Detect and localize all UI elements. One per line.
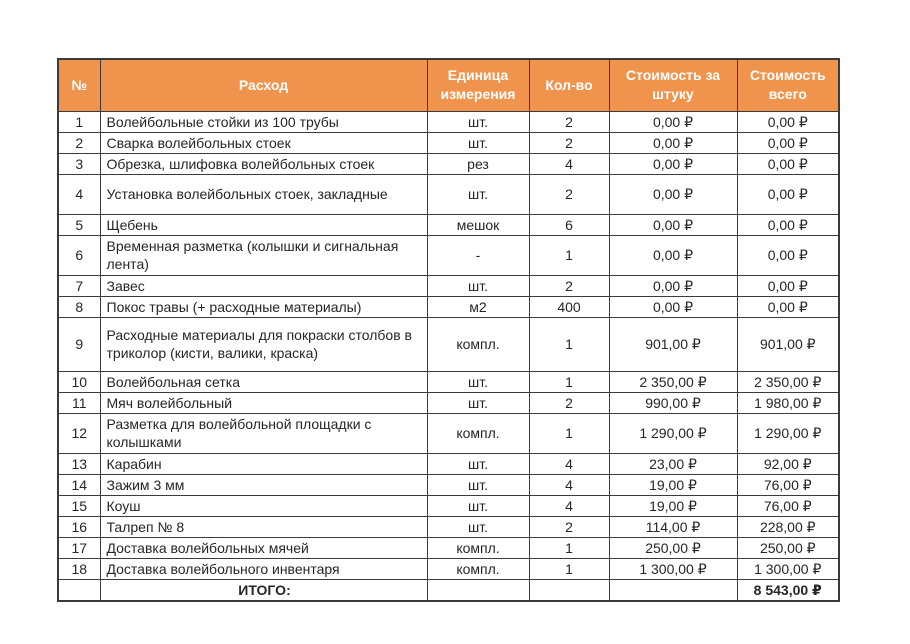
cell-total: 0,00 ₽	[737, 153, 839, 174]
cell-total: 92,00 ₽	[737, 453, 839, 474]
cell-price: 0,00 ₽	[609, 275, 737, 296]
cell-expense: Разметка для волейбольной площадки с колышками	[100, 413, 427, 453]
cell-qty	[529, 579, 609, 601]
cell-unit: рез	[427, 153, 529, 174]
cell-price: 0,00 ₽	[609, 111, 737, 132]
cell-qty: 2	[529, 132, 609, 153]
cell-unit: шт.	[427, 174, 529, 214]
cell-unit: шт.	[427, 453, 529, 474]
cell-price: 250,00 ₽	[609, 537, 737, 558]
cell-unit: компл.	[427, 317, 529, 371]
cell-total: 0,00 ₽	[737, 174, 839, 214]
cell-expense: Волейбольная сетка	[100, 371, 427, 392]
cell-num: 6	[58, 235, 100, 275]
cell-num: 15	[58, 495, 100, 516]
cell-total: 901,00 ₽	[737, 317, 839, 371]
cell-price: 114,00 ₽	[609, 516, 737, 537]
cell-unit: шт.	[427, 111, 529, 132]
cell-qty: 4	[529, 495, 609, 516]
cell-qty: 4	[529, 453, 609, 474]
column-header-unit: Единица измерения	[427, 59, 529, 111]
cell-price: 990,00 ₽	[609, 392, 737, 413]
cell-qty: 1	[529, 413, 609, 453]
cell-expense: Расходные материалы для покраски столбов в триколор (кисти, валики, краска)	[100, 317, 427, 371]
cell-price: 0,00 ₽	[609, 174, 737, 214]
table-row	[58, 495, 839, 516]
cell-num: 10	[58, 371, 100, 392]
table-row	[58, 558, 839, 579]
cell-num: 1	[58, 111, 100, 132]
cell-expense: Установка волейбольных стоек, закладные	[100, 174, 427, 214]
cell-total: 0,00 ₽	[737, 296, 839, 317]
cell-price: 23,00 ₽	[609, 453, 737, 474]
column-header-total: Стоимость всего	[737, 59, 839, 111]
total-label: ИТОГО:	[100, 579, 427, 601]
cell-num: 16	[58, 516, 100, 537]
cell-expense: Карабин	[100, 453, 427, 474]
cell-unit: шт.	[427, 275, 529, 296]
cell-qty: 2	[529, 111, 609, 132]
cell-price: 19,00 ₽	[609, 474, 737, 495]
cell-unit: шт.	[427, 474, 529, 495]
cell-expense: Зажим 3 мм	[100, 474, 427, 495]
cell-total: 0,00 ₽	[737, 235, 839, 275]
cell-qty: 1	[529, 317, 609, 371]
cell-qty: 2	[529, 174, 609, 214]
cell-num: 12	[58, 413, 100, 453]
cell-total: 228,00 ₽	[737, 516, 839, 537]
cell-expense: Доставка волейбольного инвентаря	[100, 558, 427, 579]
table-row	[58, 111, 839, 132]
cell-qty: 2	[529, 392, 609, 413]
cell-total: 76,00 ₽	[737, 474, 839, 495]
table-row	[58, 317, 839, 371]
cell-qty: 400	[529, 296, 609, 317]
cell-price: 1 290,00 ₽	[609, 413, 737, 453]
cell-num: 7	[58, 275, 100, 296]
table-footer	[58, 579, 839, 601]
cell-num: 17	[58, 537, 100, 558]
column-header-unit-price: Стоимость за штуку	[609, 59, 737, 111]
cell-total: 1 300,00 ₽	[737, 558, 839, 579]
cell-price	[609, 579, 737, 601]
cell-total: 0,00 ₽	[737, 275, 839, 296]
column-header-quantity: Кол-во	[529, 59, 609, 111]
cell-unit: шт.	[427, 132, 529, 153]
cell-unit: шт.	[427, 495, 529, 516]
expense-table	[57, 58, 840, 602]
cell-qty: 1	[529, 235, 609, 275]
cell-num: 14	[58, 474, 100, 495]
cell-expense: Временная разметка (колышки и сигнальная лента)	[100, 235, 427, 275]
table-row	[58, 537, 839, 558]
cell-total: 1 290,00 ₽	[737, 413, 839, 453]
cell-qty: 4	[529, 474, 609, 495]
cell-price: 0,00 ₽	[609, 132, 737, 153]
cell-num: 4	[58, 174, 100, 214]
table-row	[58, 275, 839, 296]
table-row	[58, 392, 839, 413]
cell-unit: компл.	[427, 537, 529, 558]
header-row	[58, 59, 839, 111]
cell-total: 0,00 ₽	[737, 111, 839, 132]
cell-qty: 1	[529, 371, 609, 392]
cell-total: 1 980,00 ₽	[737, 392, 839, 413]
cell-num: 8	[58, 296, 100, 317]
cell-unit: мешок	[427, 214, 529, 235]
cell-price: 0,00 ₽	[609, 235, 737, 275]
cell-expense: Мяч волейбольный	[100, 392, 427, 413]
column-header-number: №	[58, 59, 100, 111]
table-row	[58, 153, 839, 174]
total-row	[58, 579, 839, 601]
cell-expense: Талреп № 8	[100, 516, 427, 537]
cell-expense: Завес	[100, 275, 427, 296]
cell-num: 2	[58, 132, 100, 153]
cell-price: 2 350,00 ₽	[609, 371, 737, 392]
cell-price: 0,00 ₽	[609, 153, 737, 174]
cell-unit: -	[427, 235, 529, 275]
cell-num: 5	[58, 214, 100, 235]
cell-qty: 2	[529, 516, 609, 537]
cell-price: 901,00 ₽	[609, 317, 737, 371]
cell-expense: Коуш	[100, 495, 427, 516]
cell-expense: Щебень	[100, 214, 427, 235]
cell-unit: шт.	[427, 516, 529, 537]
table-row	[58, 413, 839, 453]
cell-price: 0,00 ₽	[609, 296, 737, 317]
cell-price: 0,00 ₽	[609, 214, 737, 235]
cell-price: 1 300,00 ₽	[609, 558, 737, 579]
cell-qty: 4	[529, 153, 609, 174]
cell-qty: 2	[529, 275, 609, 296]
cell-unit: компл.	[427, 558, 529, 579]
cell-num: 18	[58, 558, 100, 579]
table-row	[58, 453, 839, 474]
cell-unit: шт.	[427, 371, 529, 392]
cell-qty: 6	[529, 214, 609, 235]
cell-total: 0,00 ₽	[737, 132, 839, 153]
cell-num: 13	[58, 453, 100, 474]
cell-unit: шт.	[427, 392, 529, 413]
cell-unit	[427, 579, 529, 601]
cell-price: 19,00 ₽	[609, 495, 737, 516]
table-row	[58, 474, 839, 495]
table-row	[58, 132, 839, 153]
cell-num: 11	[58, 392, 100, 413]
cell-expense: Покос травы (+ расходные материалы)	[100, 296, 427, 317]
cell-qty: 1	[529, 537, 609, 558]
cell-num	[58, 579, 100, 601]
table-row	[58, 516, 839, 537]
cell-total: 76,00 ₽	[737, 495, 839, 516]
cell-unit: компл.	[427, 413, 529, 453]
table-row	[58, 371, 839, 392]
cell-unit: м2	[427, 296, 529, 317]
table-body	[58, 111, 839, 579]
cell-num: 9	[58, 317, 100, 371]
cell-expense: Сварка волейбольных стоек	[100, 132, 427, 153]
total-value: 8 543,00 ₽	[737, 579, 839, 601]
cell-num: 3	[58, 153, 100, 174]
table-row	[58, 174, 839, 214]
cell-total: 250,00 ₽	[737, 537, 839, 558]
cell-total: 0,00 ₽	[737, 214, 839, 235]
table-row	[58, 214, 839, 235]
cell-qty: 1	[529, 558, 609, 579]
table-row	[58, 296, 839, 317]
cell-total: 2 350,00 ₽	[737, 371, 839, 392]
table-header	[58, 59, 839, 111]
cell-expense: Волейбольные стойки из 100 трубы	[100, 111, 427, 132]
cell-expense: Обрезка, шлифовка волейбольных стоек	[100, 153, 427, 174]
table-row	[58, 235, 839, 275]
column-header-expense: Расход	[100, 59, 427, 111]
cell-expense: Доставка волейбольных мячей	[100, 537, 427, 558]
